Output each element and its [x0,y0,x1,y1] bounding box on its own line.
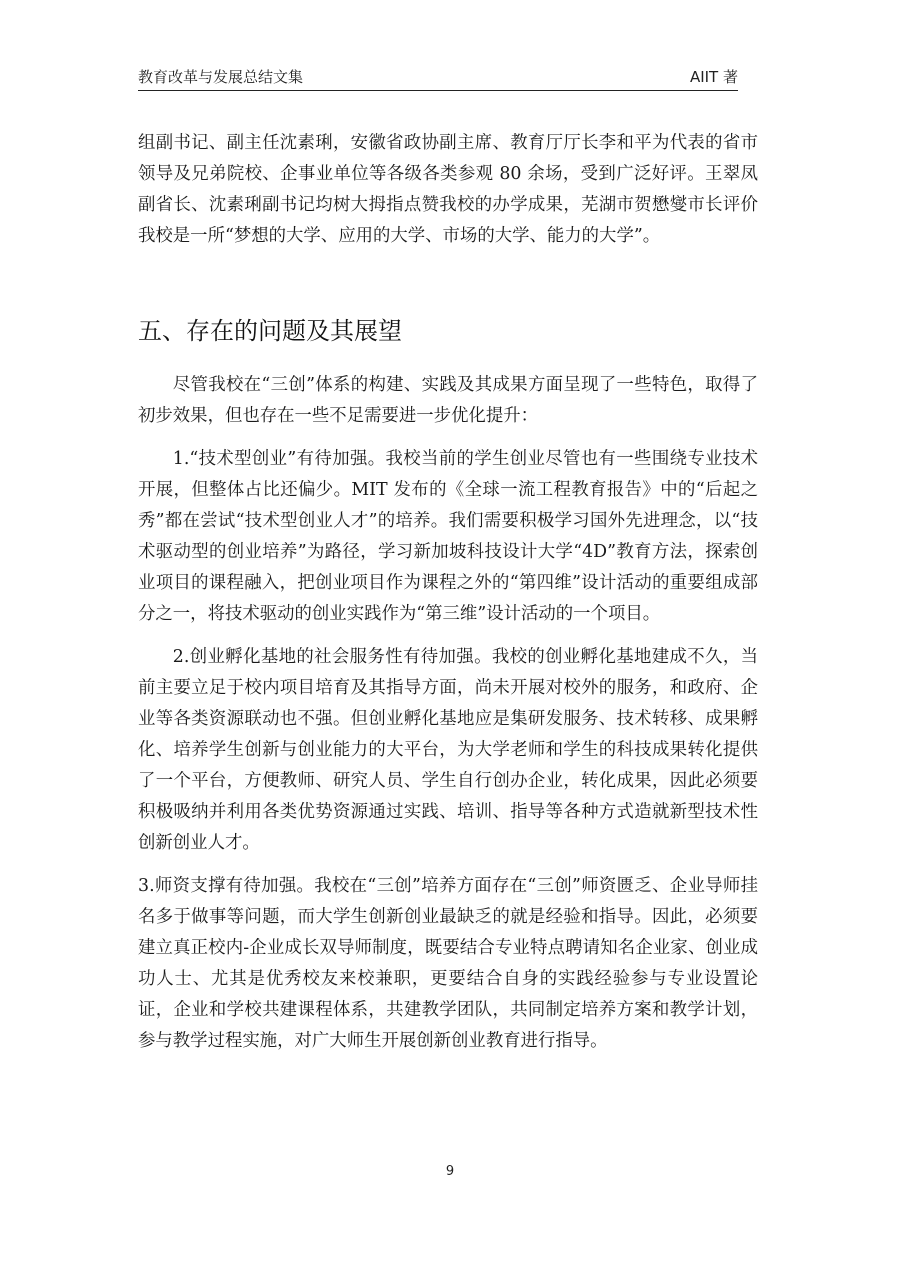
page-header [138,64,738,91]
issue-paragraph-1: 1.“技术型创业”有待加强。我校当前的学生创业尽管也有一些围绕专业技术开展，但整体占比还偏少。MIT 发布的《全球一流工程教育报告》中的“后起之秀”都在尝试“技术型创业人才”的培养。我们需要积极学习国外先进理念，以“技术驱动型的创业培养”为路径，学习新加坡科技设计大学“4D”教育方法，探索创业项目的课程融入，把创业项目作为课程之外的“第四维”设计活动的重要组成部分之一，将技术驱动的创业实践作为“第三维”设计活动的一个项目。 [138,449,758,624]
section-heading: 五、存在的问题及其展望 [138,317,402,345]
section-intro-paragraph: 尽管我校在“三创”体系的构建、实践及其成果方面呈现了一些特色，取得了初步效果，但也存在一些不足需要进一步优化提升： [138,375,758,426]
issue-paragraph-2: 2.创业孵化基地的社会服务性有待加强。我校的创业孵化基地建成不久，当前主要立足于校内项目培育及其指导方面，尚未开展对校外的服务，和政府、企业等各类资源联动也不强。但创业孵化基地应是集研发服务、技术转移、成果孵化、培养学生创新与创业能力的大平台，为大学老师和学生的科技成果转化提供了一个平台，方便教师、研究人员、学生自行创办企业，转化成果，因此必须要积极吸纳并利用各类优势资源通过实践、培训、指导等各种方式造就新型技术性创新创业人才。 [138,647,758,853]
continued-paragraph: 组副书记、副主任沈素琍，安徽省政协副主席、教育厅厅长李和平为代表的省市领导及兄弟院校、企事业单位等各级各类参观 80 余场，受到广泛好评。王翠凤副省长、沈素琍副书记均树大拇指点赞我校的办学成果，芜湖市贺懋燮市长评价我校是一所“梦想的大学、应用的大学、市场的大学、能力的大学”。 [138,133,758,246]
header-book-title: 教育改革与发展总结文集 [138,68,304,86]
issue-paragraph-3: 3.师资支撑有待加强。我校在“三创”培养方面存在“三创”师资匮乏、企业导师挂名多于做事等问题，而大学生创新创业最缺乏的就是经验和指导。因此，必须要建立真正校内-企业成长双导师制度，既要结合专业特点聘请知名企业家、创业成功人士、尤其是优秀校友来校兼职，更要结合自身的实践经验参与专业设置论证，企业和学校共建课程体系，共建教学团队，共同制定培养方案和教学计划，参与教学过程实施，对广大师生开展创新创业教育进行指导。 [138,876,758,1051]
page-number: 9 [445,1164,455,1179]
header-author: AIIT 著 [689,68,738,86]
page-content [138,128,758,1057]
